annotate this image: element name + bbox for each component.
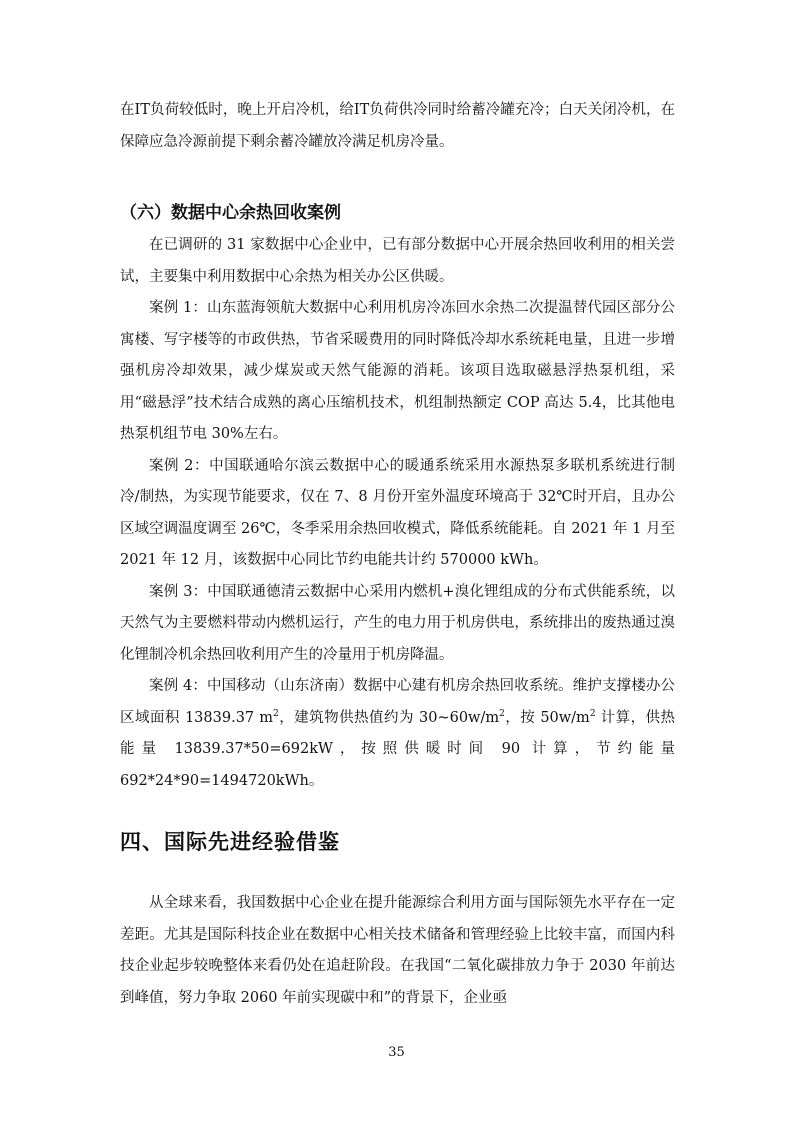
section-intro-paragraph: 在已调研的 31 家数据中心企业中，已有部分数据中心开展余热回收利用的相关尝试，主要集中利用数据中心余热为相关办公区供暖。	[120, 237, 675, 285]
case-4-text-d: 计算，供热能量 13839.37*50=692kW，按照供暖时间 90 计算，节约能量 692*24*90=1494720kWh。	[120, 709, 676, 789]
case-4-text-c: ，按 50w/m	[504, 709, 590, 726]
top-paragraph-block	[120, 95, 675, 158]
case-3-paragraph: 案例 3：中国联通德清云数据中心采用内燃机+溴化锂组成的分布式供能系统，以天然气为主要燃料带动内燃机运行，产生的电力用于机房供电，系统排出的废热通过溴化锂制冷机余热回收利用产生的冷量用于机房降温。	[120, 583, 675, 663]
chapter-body	[120, 888, 675, 1014]
section-body	[120, 230, 675, 797]
case-4-superscript-1: 2	[272, 708, 279, 719]
case-4-paragraph	[120, 671, 675, 797]
case-4-text-a: 案例 4：中国移动（山东济南）数据中心建有机房余热回收系统。维护支撑楼办公区域面积 13839.37 m	[120, 678, 675, 726]
case-1-paragraph: 案例 1：山东蓝海领航大数据中心利用机房冷冻回水余热二次提温替代园区部分公寓楼、写字楼等的市政供热，节省采暖费用的同时降低冷却水系统耗电量，且进一步增强机房冷却效果，减少煤炭或天然气能源的消耗。该项目选取磁悬浮热泵机组，采用“磁悬浮”技术结合成熟的离心压缩机技术，机组制热额定 COP 高达 5.4，比其他电热泵机组节电 30%左右。	[120, 300, 675, 442]
case-4-superscript-2: 2	[499, 708, 505, 719]
chapter-paragraph: 从全球来看，我国数据中心企业在提升能源综合利用方面与国际领先水平存在一定差距。尤其是国际科技企业在数据中心相关技术储备和管理经验上比较丰富，而国内科技企业起步较晚整体来看仍处在追赶阶段。在我国“二氧化碳排放力争于 2030 年前达到峰值，努力争取 2060 年前实现碳中和”的背景下，企业亟	[120, 895, 675, 1006]
section-heading: （六）数据中心余热回收案例	[120, 203, 341, 223]
top-paragraph: 在IT负荷较低时，晚上开启冷机，给IT负荷供冷同时给蓄冷罐充冷；白天关闭冷机，在保障应急冷源前提下剩余蓄冷罐放冷满足机房冷量。	[120, 102, 675, 150]
case-4-superscript-3: 2	[589, 708, 596, 719]
chapter-heading: 四、国际先进经验借鉴	[120, 830, 340, 854]
page-number: 35	[388, 1045, 405, 1060]
case-4-text-b: ，建筑物供热值约为 30~60w/m	[278, 709, 500, 726]
case-2-paragraph: 案例 2：中国联通哈尔滨云数据中心的暖通系统采用水源热泵多联机系统进行制冷/制热，为实现节能要求，仅在 7、8 月份开室外温度环境高于 32℃时开启，且办公区域空调温度调至 26℃，冬季采用余热回收模式，降低系统能耗。自 2021 年 1 月至 2021 年 12 月，该数据中心同比节约电能共计约 570000 kWh。	[120, 457, 675, 568]
